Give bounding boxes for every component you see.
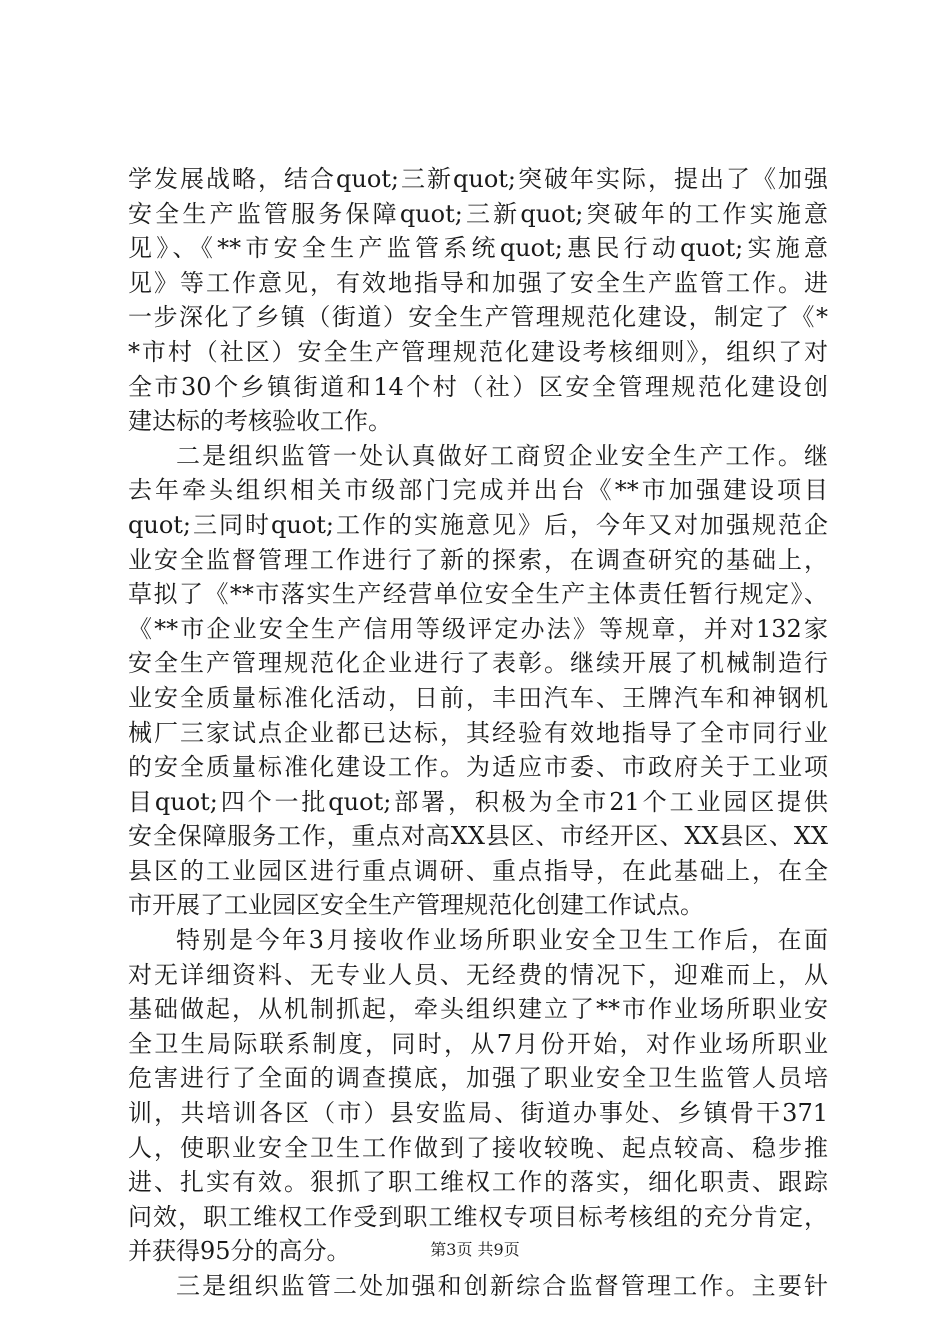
text-line: 一步深化了乡镇（街道）安全生产管理规范化建设，制定了《*: [128, 303, 828, 332]
text-line: 见》等工作意见，有效地指导和加强了安全生产监管工作。进: [128, 268, 828, 297]
text-line: 《**市企业安全生产信用等级评定办法》等规章，并对132家: [128, 614, 828, 643]
text-line: 并获得95分的高分。: [128, 1237, 351, 1266]
text-line: quot;三同时quot;工作的实施意见》后，今年又对加强规范企: [128, 510, 828, 539]
page-number-footer: 第3页 共9页: [430, 1240, 520, 1259]
document-body: [128, 162, 828, 1304]
text-line: 业安全监督管理工作进行了新的探索，在调查研究的基础上，: [128, 545, 828, 574]
text-line: 草拟了《**市落实生产经营单位安全生产主体责任暂行规定》、: [128, 580, 828, 609]
text-line: 安全生产管理规范化企业进行了表彰。继续开展了机械制造行: [128, 649, 828, 678]
paragraph-start: 二是组织监管一处认真做好工商贸企业安全生产工作。继: [176, 441, 828, 470]
text-line: 训，共培训各区（市）县安监局、街道办事处、乡镇骨干371: [128, 1099, 828, 1128]
text-line: 械厂三家试点企业都已达标，其经验有效地指导了全市同行业: [128, 718, 828, 747]
text-line: 的安全质量标准化建设工作。为适应市委、市政府关于工业项: [128, 753, 828, 782]
text-line: 安全生产监管服务保障quot;三新quot;突破年的工作实施意: [128, 199, 828, 228]
text-line: 建达标的考核验收工作。: [128, 407, 392, 436]
text-line: 市开展了工业园区安全生产管理规范化创建工作试点。: [128, 891, 704, 920]
text-line: 县区的工业园区进行重点调研、重点指导，在此基础上，在全: [128, 856, 828, 885]
text-line: 危害进行了全面的调查摸底，加强了职业安全卫生监管人员培: [128, 1064, 828, 1093]
text-line: 问效，职工维权工作受到职工维权专项目标考核组的充分肯定，: [128, 1202, 828, 1231]
text-line: 目quot;四个一批quot;部署，积极为全市21个工业园区提供: [128, 787, 828, 816]
text-line: 进、扎实有效。狠抓了职工维权工作的落实，细化职责、跟踪: [128, 1168, 828, 1197]
text-line: 去年牵头组织相关市级部门完成并出台《**市加强建设项目: [128, 476, 828, 505]
text-line: 业安全质量标准化活动，日前，丰田汽车、王牌汽车和神钢机: [128, 683, 828, 712]
text-line: 基础做起，从机制抓起，牵头组织建立了**市作业场所职业安: [128, 995, 828, 1024]
text-line: 见》、《**市安全生产监管系统quot;惠民行动quot;实施意: [128, 234, 828, 263]
text-line: 人，使职业安全卫生工作做到了接收较晚、起点较高、稳步推: [128, 1133, 828, 1162]
text-line: 学发展战略，结合quot;三新quot;突破年实际，提出了《加强: [128, 165, 828, 193]
text-line: 对无详细资料、无专业人员、无经费的情况下，迎难而上，从: [128, 960, 828, 989]
paragraph-start: 三是组织监管二处加强和创新综合监督管理工作。主要针: [176, 1272, 828, 1300]
text-line: 安全保障服务工作，重点对高XX县区、市经开区、XX县区、XX: [128, 822, 828, 851]
text-line: 全市30个乡镇街道和14个村（社）区安全管理规范化建设创: [128, 372, 828, 401]
text-line: *市村（社区）安全生产管理规范化建设考核细则》，组织了对: [128, 337, 828, 366]
text-line: 全卫生局际联系制度，同时，从7月份开始，对作业场所职业: [128, 1029, 828, 1058]
paragraph-start: 特别是今年3月接收作业场所职业安全卫生工作后，在面: [176, 926, 828, 955]
